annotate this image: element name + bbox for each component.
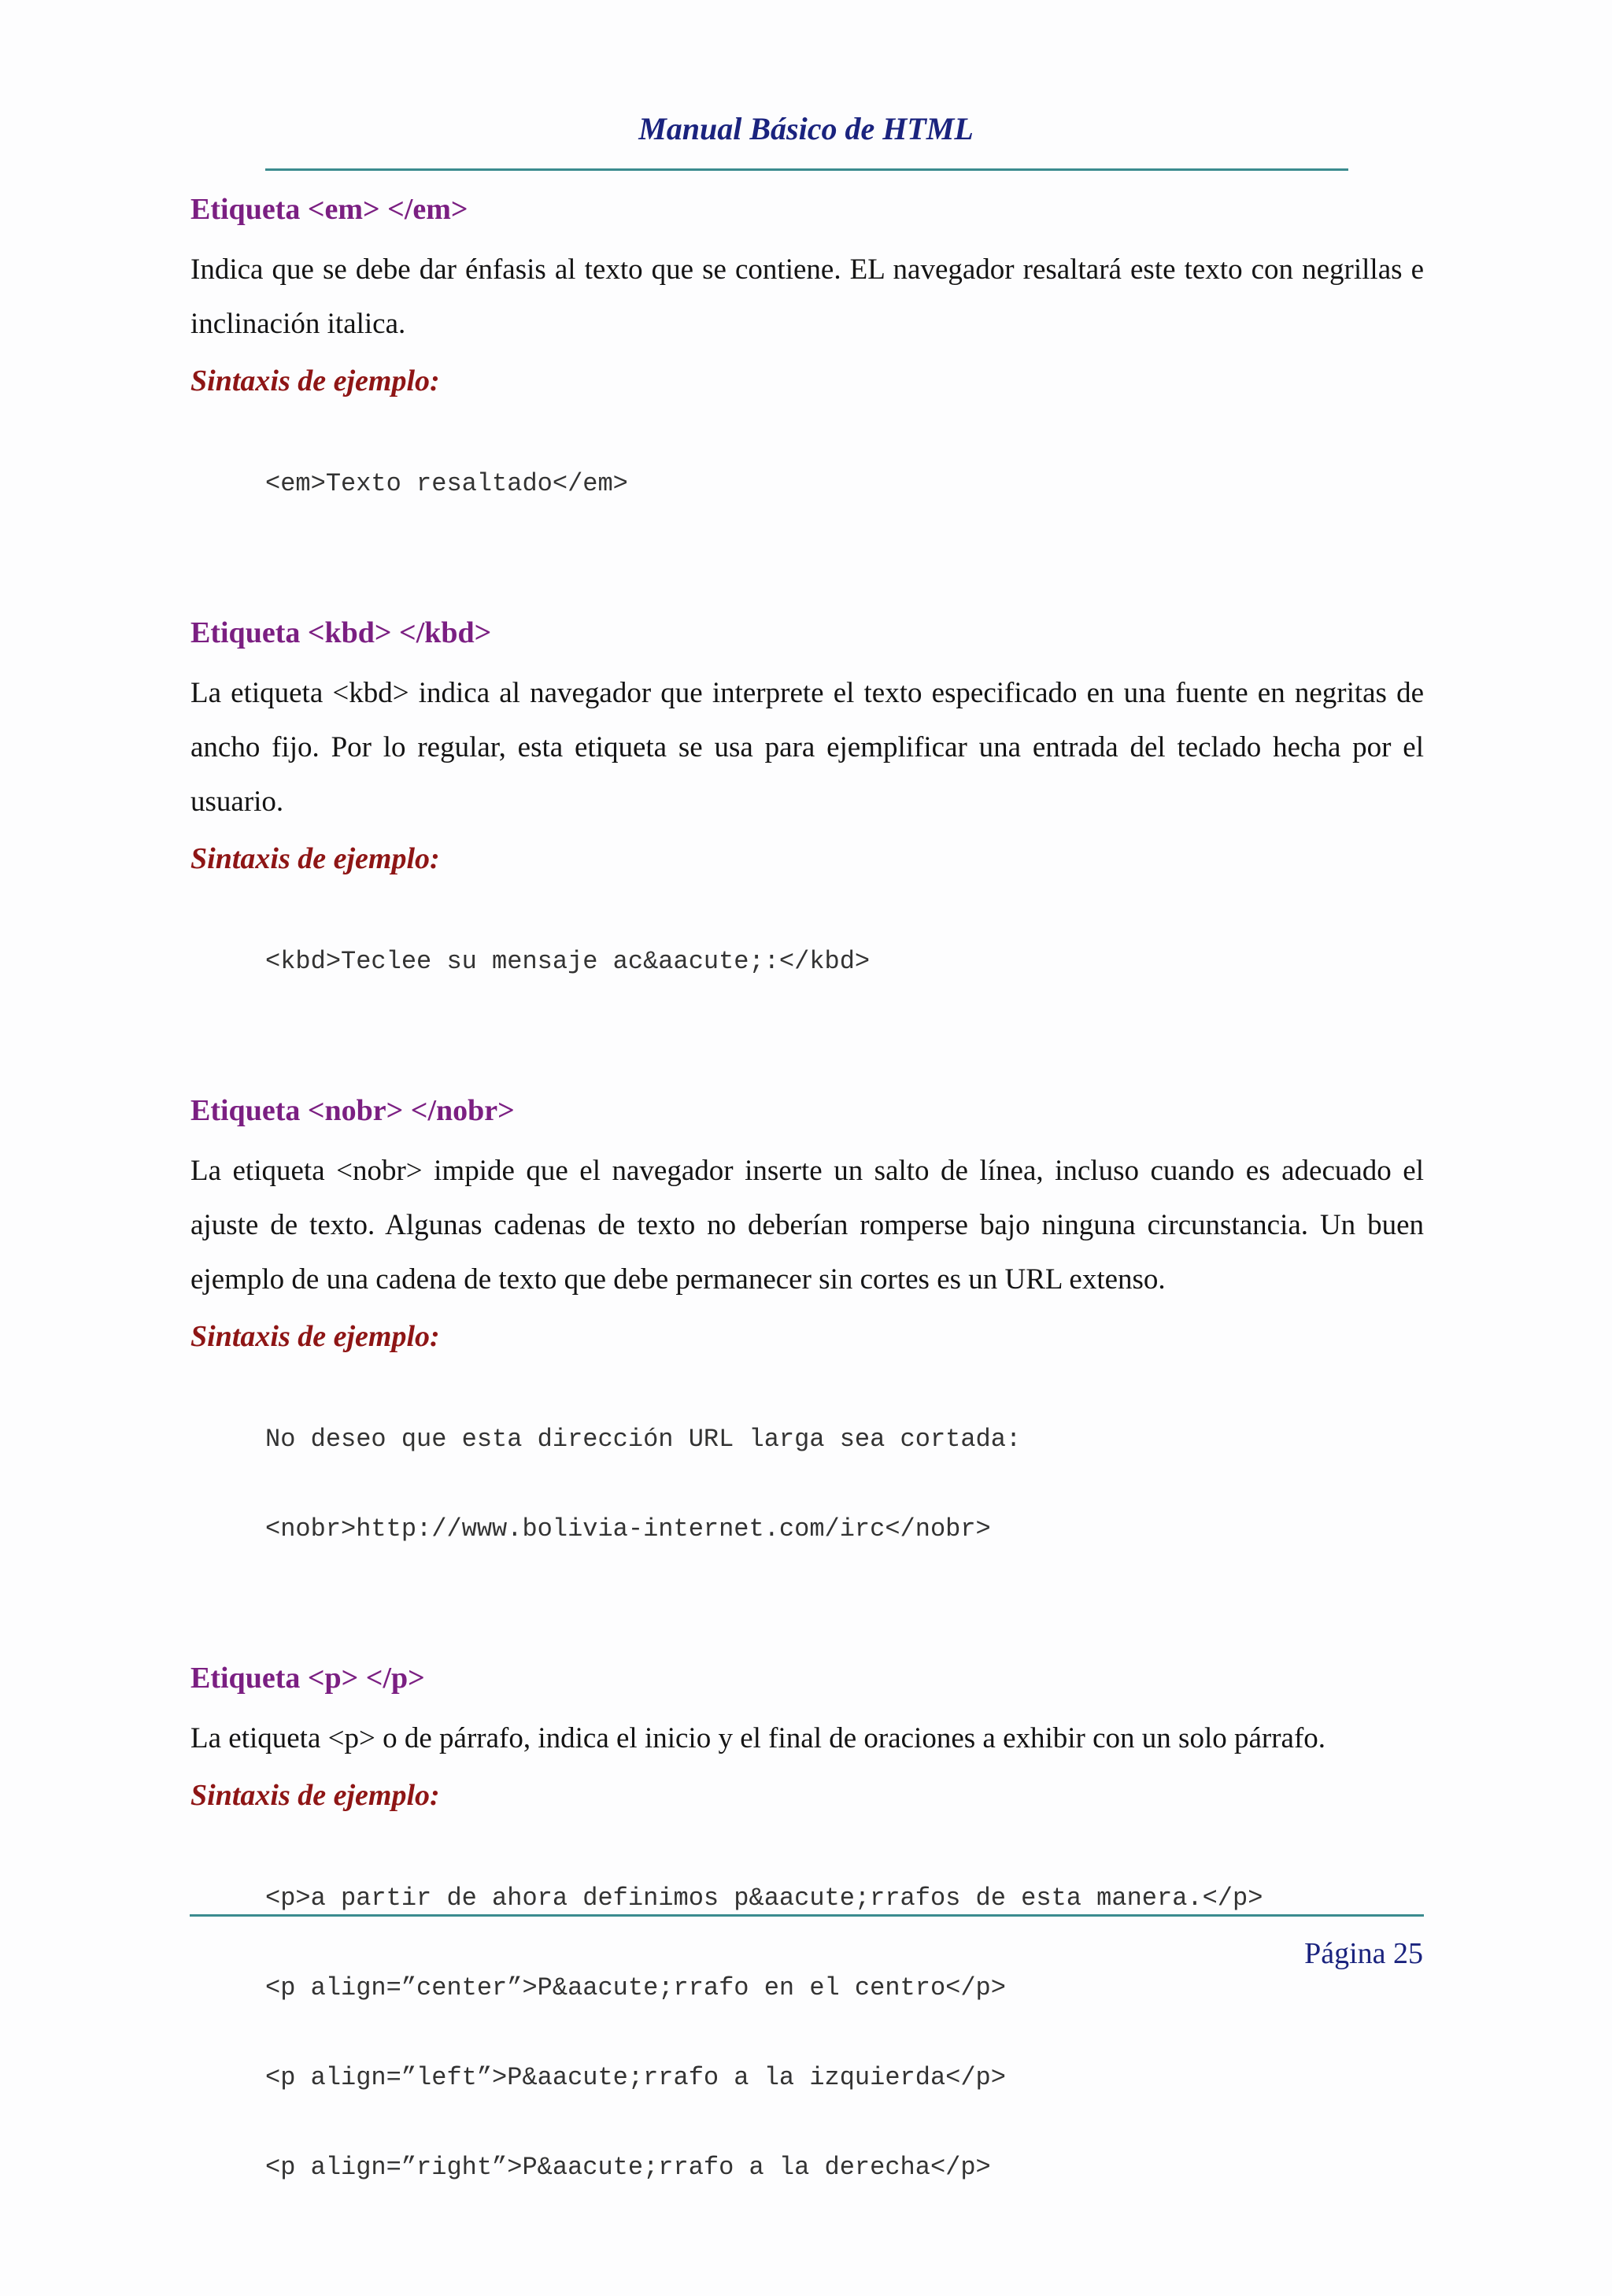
code-line: <kbd>Teclee su mensaje ac&aacute;:</kbd> [265, 947, 871, 976]
section-heading: Etiqueta <em> </em> [190, 193, 468, 226]
page-content [190, 189, 1424, 2296]
syntax-label: Sintaxis de ejemplo: [190, 1779, 440, 1812]
code-example [265, 1824, 1424, 2242]
section-heading: Etiqueta <nobr> </nobr> [190, 1094, 515, 1127]
code-line: <em>Texto resaltado</em> [265, 469, 628, 498]
footer-divider [190, 1914, 1424, 1917]
section-body: La etiqueta <kbd> indica al navegador que interprete el texto especificado en una fuente en negritas de ancho fijo. Por lo regular, esta etiqueta se usa para ejemplificar una entrada del teclado hecha por el usuario. [190, 677, 1424, 818]
syntax-label: Sintaxis de ejemplo: [190, 364, 440, 397]
code-line: <nobr>http://www.bolivia-internet.com/irc</nobr> [265, 1514, 991, 1544]
section-nobr [190, 1090, 1424, 1604]
section-heading: Etiqueta <kbd> </kbd> [190, 616, 492, 649]
header-divider [265, 168, 1348, 171]
section-body: La etiqueta <p> o de párrafo, indica el inicio y el final de oraciones a exhibir con un solo párrafo. [190, 1722, 1326, 1754]
page-number: Página 25 [1304, 1937, 1423, 1970]
code-line: No deseo que esta dirección URL larga sea cortada: [265, 1425, 1022, 1454]
code-line: <p align=”right”>P&aacute;rrafo a la derecha</p> [265, 2153, 991, 2182]
code-example [265, 409, 1424, 559]
section-heading: Etiqueta <p> </p> [190, 1662, 425, 1695]
syntax-label: Sintaxis de ejemplo: [190, 842, 440, 875]
code-example [265, 887, 1424, 1037]
section-p [190, 1658, 1424, 2242]
section-em [190, 189, 1424, 559]
code-line: <p>a partir de ahora definimos p&aacute;rrafos de esta manera.</p> [265, 1884, 1263, 1913]
section-body: La etiqueta <nobr> impide que el navegador inserte un salto de línea, incluso cuando es adecuado el ajuste de texto. Algunas cadenas de texto no deberían romperse bajo ninguna circunstancia. Un buen ejemplo de una cadena de texto que debe permanecer sin cortes es un URL extenso. [190, 1155, 1424, 1296]
section-body: Indica que se debe dar énfasis al texto que se contiene. EL navegador resaltará este texto con negrillas e inclinación italica. [190, 253, 1424, 340]
code-line: <p align=”center”>P&aacute;rrafo en el centro</p> [265, 1973, 1006, 2002]
section-kbd [190, 612, 1424, 1037]
code-line: <p align=”left”>P&aacute;rrafo a la izquierda</p> [265, 2063, 1006, 2092]
page-header-title: Manual Básico de HTML [638, 111, 974, 146]
code-example [265, 1365, 1424, 1604]
syntax-label: Sintaxis de ejemplo: [190, 1320, 440, 1353]
